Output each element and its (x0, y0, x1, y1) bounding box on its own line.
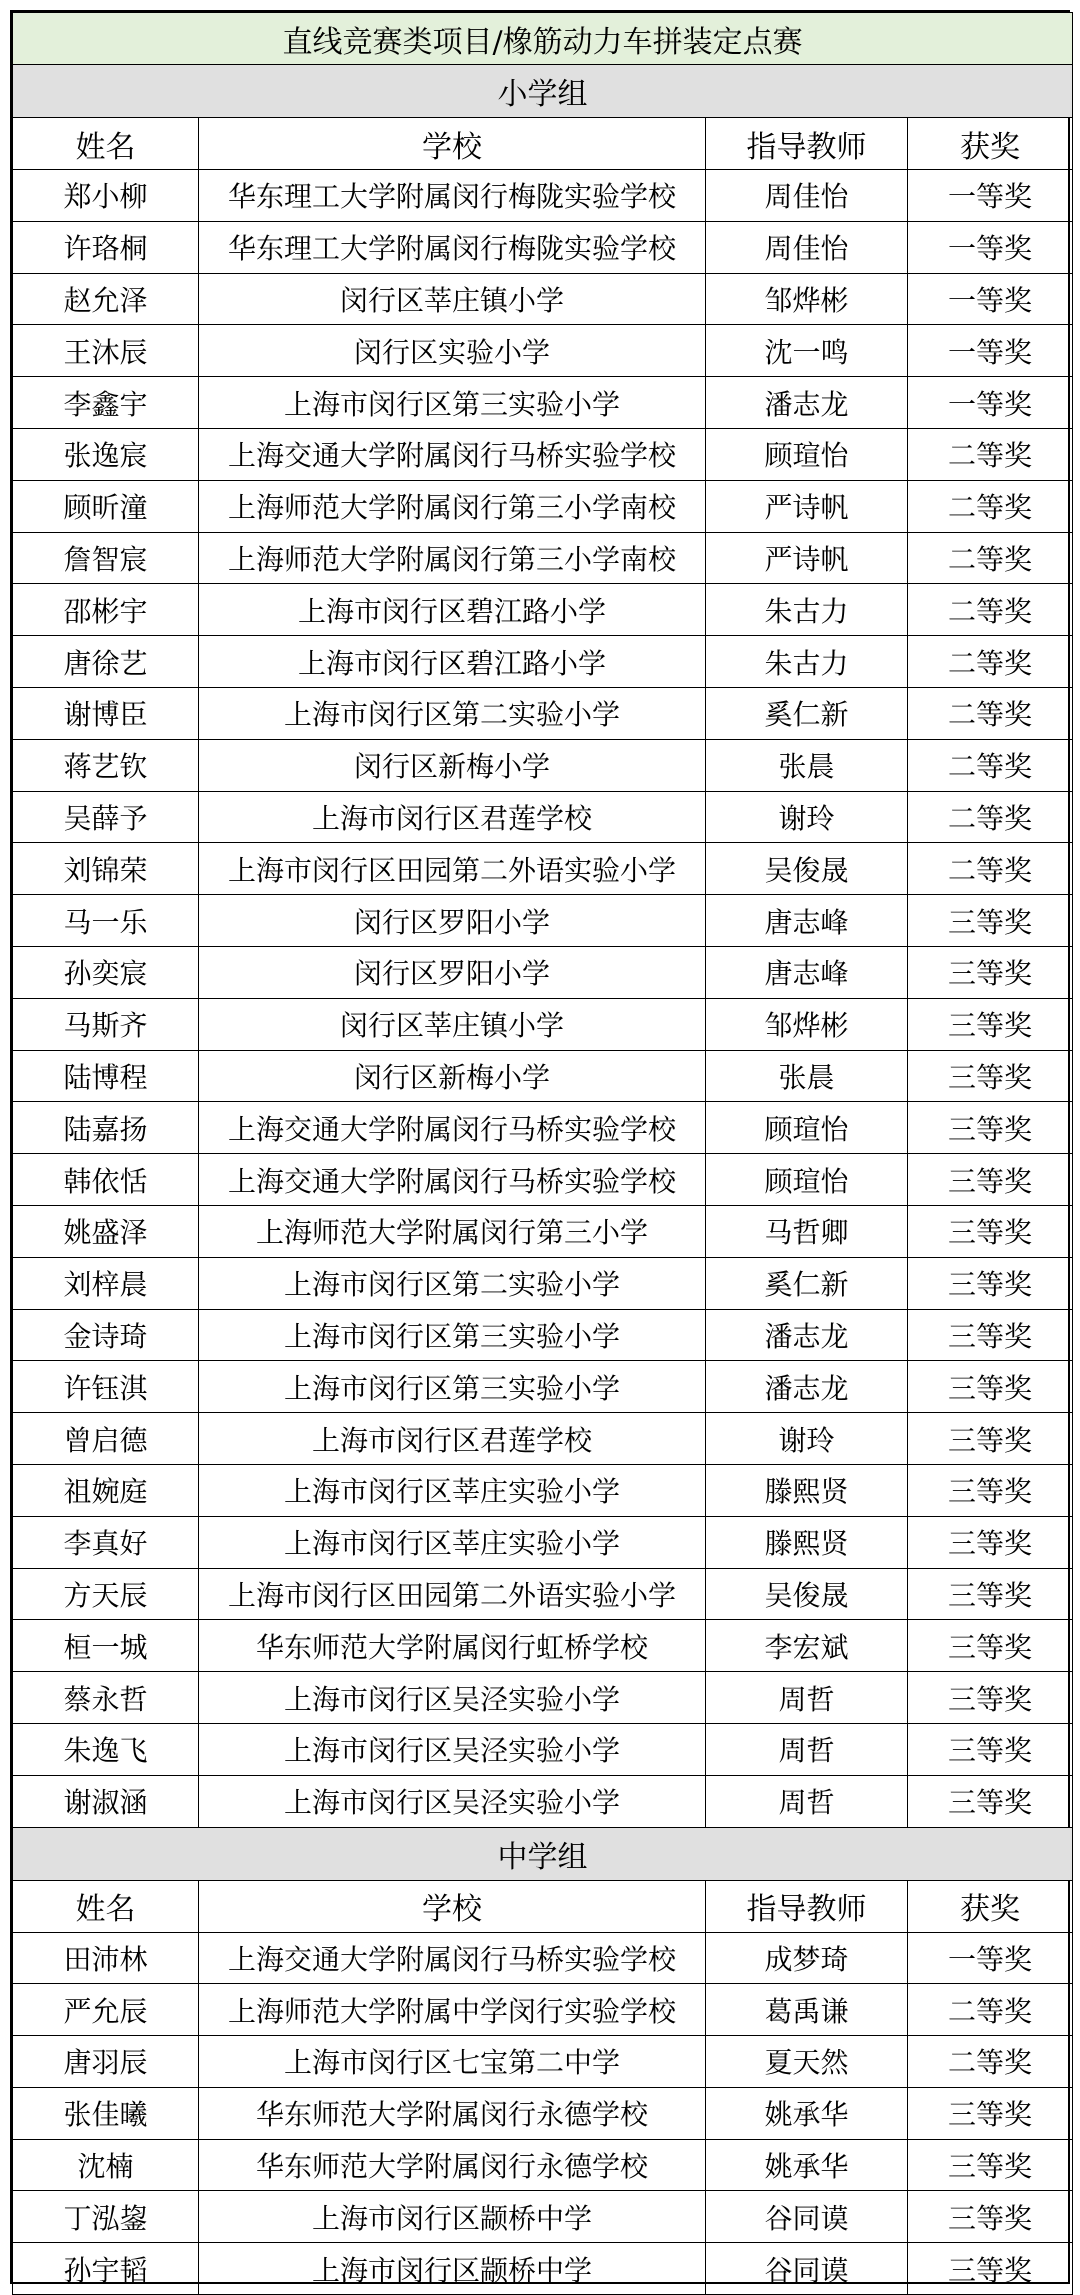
table-row (13, 636, 1073, 688)
table-row (13, 480, 1073, 532)
award-level: 二等奖 (908, 2036, 1073, 2088)
table-row (13, 532, 1073, 584)
award-level: 二等奖 (908, 687, 1073, 739)
table-row (13, 2036, 1073, 2088)
school-name: 上海师范大学附属闵行第三小学南校 (199, 480, 706, 532)
student-name: 张佳曦 (13, 2087, 199, 2139)
teacher-name: 潘志龙 (706, 377, 908, 429)
award-level: 二等奖 (908, 636, 1073, 688)
award-level: 三等奖 (908, 895, 1073, 947)
student-name: 刘梓晨 (13, 1257, 199, 1309)
award-level: 三等奖 (908, 1413, 1073, 1465)
teacher-name: 谢玲 (706, 1413, 908, 1465)
award-level: 三等奖 (908, 1568, 1073, 1620)
table-row (13, 946, 1073, 998)
award-level: 二等奖 (908, 428, 1073, 480)
award-sheet (10, 10, 1070, 2287)
award-level: 二等奖 (908, 739, 1073, 791)
table-row (13, 273, 1073, 325)
student-name: 张逸宸 (13, 428, 199, 480)
school-name: 闵行区莘庄镇小学 (199, 273, 706, 325)
award-level: 三等奖 (908, 1050, 1073, 1102)
award-level: 三等奖 (908, 1361, 1073, 1413)
table-row (13, 791, 1073, 843)
school-name: 上海市闵行区君莲学校 (199, 1413, 706, 1465)
student-name: 祖婉庭 (13, 1464, 199, 1516)
table-row (13, 584, 1073, 636)
group-label: 中学组 (13, 1827, 1073, 1880)
teacher-name: 顾瑄怡 (706, 428, 908, 480)
award-level: 三等奖 (908, 2139, 1073, 2191)
school-name: 上海交通大学附属闵行马桥实验学校 (199, 1154, 706, 1206)
student-name: 方天辰 (13, 1568, 199, 1620)
award-level: 二等奖 (908, 480, 1073, 532)
teacher-name: 顾瑄怡 (706, 1154, 908, 1206)
table-row (13, 1620, 1073, 1672)
student-name: 马斯齐 (13, 998, 199, 1050)
award-level: 三等奖 (908, 1464, 1073, 1516)
school-name: 华东理工大学附属闵行梅陇实验学校 (199, 170, 706, 222)
column-header-school: 学校 (199, 118, 706, 170)
table-row (13, 843, 1073, 895)
teacher-name: 奚仁新 (706, 1257, 908, 1309)
award-level: 三等奖 (908, 946, 1073, 998)
teacher-name: 周哲 (706, 1775, 908, 1827)
table-row (13, 2139, 1073, 2191)
student-name: 李真好 (13, 1516, 199, 1568)
teacher-name: 沈一鸣 (706, 325, 908, 377)
student-name: 刘锦荣 (13, 843, 199, 895)
teacher-name: 朱古力 (706, 636, 908, 688)
teacher-name: 邹烨彬 (706, 998, 908, 1050)
table-row (13, 998, 1073, 1050)
school-name: 闵行区罗阳小学 (199, 895, 706, 947)
award-level: 一等奖 (908, 273, 1073, 325)
group-row-primary (13, 65, 1073, 118)
teacher-name: 葛禹谦 (706, 1984, 908, 2036)
teacher-name: 周哲 (706, 1672, 908, 1724)
school-name: 上海市闵行区碧江路小学 (199, 584, 706, 636)
table-row (13, 2243, 1073, 2295)
school-name: 上海市闵行区第三实验小学 (199, 377, 706, 429)
student-name: 蒋艺钦 (13, 739, 199, 791)
student-name: 丁泓鋆 (13, 2191, 199, 2243)
student-name: 詹智宸 (13, 532, 199, 584)
student-name: 沈楠 (13, 2139, 199, 2191)
teacher-name: 邹烨彬 (706, 273, 908, 325)
teacher-name: 姚承华 (706, 2087, 908, 2139)
school-name: 闵行区罗阳小学 (199, 946, 706, 998)
column-header-teacher: 指导教师 (706, 118, 908, 170)
school-name: 上海市闵行区莘庄实验小学 (199, 1464, 706, 1516)
table-row (13, 1413, 1073, 1465)
table-row (13, 1309, 1073, 1361)
school-name: 上海市闵行区第三实验小学 (199, 1309, 706, 1361)
school-name: 上海市闵行区莘庄实验小学 (199, 1516, 706, 1568)
school-name: 上海市闵行区君莲学校 (199, 791, 706, 843)
table-row (13, 1102, 1073, 1154)
school-name: 上海交通大学附属闵行马桥实验学校 (199, 428, 706, 480)
table-row (13, 2191, 1073, 2243)
student-name: 陆博程 (13, 1050, 199, 1102)
table-row (13, 739, 1073, 791)
header-row (13, 118, 1073, 170)
student-name: 赵允泽 (13, 273, 199, 325)
table-row (13, 1257, 1073, 1309)
teacher-name: 张晨 (706, 739, 908, 791)
student-name: 唐徐艺 (13, 636, 199, 688)
student-name: 桓一城 (13, 1620, 199, 1672)
school-name: 上海市闵行区第二实验小学 (199, 1257, 706, 1309)
student-name: 邵彬宇 (13, 584, 199, 636)
teacher-name: 成梦琦 (706, 1932, 908, 1984)
table-row (13, 1154, 1073, 1206)
table-row (13, 1361, 1073, 1413)
teacher-name: 谷同谟 (706, 2243, 908, 2295)
group-row-secondary (13, 1827, 1073, 1880)
student-name: 孙奕宸 (13, 946, 199, 998)
column-header-teacher: 指导教师 (706, 1880, 908, 1932)
table-row (13, 1672, 1073, 1724)
school-name: 上海交通大学附属闵行马桥实验学校 (199, 1932, 706, 1984)
student-name: 严允辰 (13, 1984, 199, 2036)
student-name: 蔡永哲 (13, 1672, 199, 1724)
school-name: 华东师范大学附属闵行永德学校 (199, 2087, 706, 2139)
teacher-name: 吴俊晟 (706, 843, 908, 895)
school-name: 上海市闵行区七宝第二中学 (199, 2036, 706, 2088)
column-header-name: 姓名 (13, 118, 199, 170)
teacher-name: 唐志峰 (706, 895, 908, 947)
award-level: 三等奖 (908, 1205, 1073, 1257)
student-name: 马一乐 (13, 895, 199, 947)
award-level: 三等奖 (908, 998, 1073, 1050)
award-level: 三等奖 (908, 1516, 1073, 1568)
table-row (13, 1568, 1073, 1620)
table-row (13, 428, 1073, 480)
table-row (13, 1205, 1073, 1257)
student-name: 曾启德 (13, 1413, 199, 1465)
student-name: 韩依恬 (13, 1154, 199, 1206)
award-level: 二等奖 (908, 584, 1073, 636)
school-name: 上海市闵行区碧江路小学 (199, 636, 706, 688)
table-row (13, 1723, 1073, 1775)
school-name: 闵行区新梅小学 (199, 739, 706, 791)
teacher-name: 严诗帆 (706, 480, 908, 532)
title-row (13, 13, 1073, 65)
award-level: 二等奖 (908, 1984, 1073, 2036)
award-level: 三等奖 (908, 1672, 1073, 1724)
school-name: 闵行区莘庄镇小学 (199, 998, 706, 1050)
student-name: 顾昕潼 (13, 480, 199, 532)
award-level: 三等奖 (908, 1775, 1073, 1827)
school-name: 上海师范大学附属闵行第三小学南校 (199, 532, 706, 584)
teacher-name: 奚仁新 (706, 687, 908, 739)
school-name: 上海市闵行区颛桥中学 (199, 2191, 706, 2243)
header-row (13, 1880, 1073, 1932)
school-name: 上海市闵行区吴泾实验小学 (199, 1775, 706, 1827)
teacher-name: 潘志龙 (706, 1361, 908, 1413)
award-level: 一等奖 (908, 170, 1073, 222)
student-name: 李鑫宇 (13, 377, 199, 429)
table-row (13, 895, 1073, 947)
school-name: 上海市闵行区第三实验小学 (199, 1361, 706, 1413)
student-name: 吴薛予 (13, 791, 199, 843)
student-name: 朱逸飞 (13, 1723, 199, 1775)
school-name: 闵行区新梅小学 (199, 1050, 706, 1102)
teacher-name: 谢玲 (706, 791, 908, 843)
teacher-name: 周佳怡 (706, 170, 908, 222)
table-row (13, 1984, 1073, 2036)
teacher-name: 李宏斌 (706, 1620, 908, 1672)
award-level: 三等奖 (908, 1723, 1073, 1775)
table-row (13, 1775, 1073, 1827)
teacher-name: 潘志龙 (706, 1309, 908, 1361)
table-row (13, 170, 1073, 222)
teacher-name: 夏天然 (706, 2036, 908, 2088)
teacher-name: 马哲卿 (706, 1205, 908, 1257)
school-name: 上海市闵行区田园第二外语实验小学 (199, 1568, 706, 1620)
award-level: 三等奖 (908, 1257, 1073, 1309)
column-header-award: 获奖 (908, 1880, 1073, 1932)
teacher-name: 谷同谟 (706, 2191, 908, 2243)
award-level: 三等奖 (908, 1102, 1073, 1154)
group-label: 小学组 (13, 65, 1073, 118)
column-header-award: 获奖 (908, 118, 1073, 170)
award-level: 三等奖 (908, 1620, 1073, 1672)
student-name: 田沛林 (13, 1932, 199, 1984)
teacher-name: 姚承华 (706, 2139, 908, 2191)
award-level: 一等奖 (908, 325, 1073, 377)
school-name: 上海市闵行区吴泾实验小学 (199, 1723, 706, 1775)
teacher-name: 唐志峰 (706, 946, 908, 998)
table-row (13, 1050, 1073, 1102)
award-level: 一等奖 (908, 1932, 1073, 1984)
student-name: 谢博臣 (13, 687, 199, 739)
student-name: 王沐辰 (13, 325, 199, 377)
award-level: 三等奖 (908, 1309, 1073, 1361)
table-row (13, 687, 1073, 739)
student-name: 许钰淇 (13, 1361, 199, 1413)
teacher-name: 吴俊晟 (706, 1568, 908, 1620)
table-row (13, 1932, 1073, 1984)
table-row (13, 2087, 1073, 2139)
student-name: 唐羽辰 (13, 2036, 199, 2088)
table-row (13, 1516, 1073, 1568)
table-row (13, 377, 1073, 429)
school-name: 上海市闵行区颛桥中学 (199, 2243, 706, 2295)
award-level: 三等奖 (908, 1154, 1073, 1206)
teacher-name: 张晨 (706, 1050, 908, 1102)
award-table (12, 12, 1073, 2295)
column-header-name: 姓名 (13, 1880, 199, 1932)
teacher-name: 周佳怡 (706, 221, 908, 273)
table-row (13, 221, 1073, 273)
school-name: 上海市闵行区吴泾实验小学 (199, 1672, 706, 1724)
school-name: 上海交通大学附属闵行马桥实验学校 (199, 1102, 706, 1154)
table-row (13, 1464, 1073, 1516)
award-level: 一等奖 (908, 221, 1073, 273)
teacher-name: 严诗帆 (706, 532, 908, 584)
award-level: 三等奖 (908, 2087, 1073, 2139)
column-header-school: 学校 (199, 1880, 706, 1932)
school-name: 华东理工大学附属闵行梅陇实验学校 (199, 221, 706, 273)
teacher-name: 朱古力 (706, 584, 908, 636)
student-name: 郑小柳 (13, 170, 199, 222)
award-level: 三等奖 (908, 2191, 1073, 2243)
school-name: 上海师范大学附属闵行第三小学 (199, 1205, 706, 1257)
award-level: 二等奖 (908, 791, 1073, 843)
teacher-name: 顾瑄怡 (706, 1102, 908, 1154)
student-name: 许珞桐 (13, 221, 199, 273)
school-name: 华东师范大学附属闵行永德学校 (199, 2139, 706, 2191)
school-name: 上海市闵行区第二实验小学 (199, 687, 706, 739)
school-name: 闵行区实验小学 (199, 325, 706, 377)
award-level: 一等奖 (908, 377, 1073, 429)
student-name: 姚盛泽 (13, 1205, 199, 1257)
award-level: 三等奖 (908, 2243, 1073, 2295)
student-name: 金诗琦 (13, 1309, 199, 1361)
school-name: 华东师范大学附属闵行虹桥学校 (199, 1620, 706, 1672)
award-level: 二等奖 (908, 843, 1073, 895)
teacher-name: 滕熙贤 (706, 1464, 908, 1516)
page-title: 直线竞赛类项目/橡筋动力车拼装定点赛 (13, 13, 1073, 65)
school-name: 上海市闵行区田园第二外语实验小学 (199, 843, 706, 895)
student-name: 陆嘉扬 (13, 1102, 199, 1154)
student-name: 孙宇韬 (13, 2243, 199, 2295)
table-row (13, 325, 1073, 377)
student-name: 谢淑涵 (13, 1775, 199, 1827)
teacher-name: 周哲 (706, 1723, 908, 1775)
award-level: 二等奖 (908, 532, 1073, 584)
teacher-name: 滕熙贤 (706, 1516, 908, 1568)
school-name: 上海师范大学附属中学闵行实验学校 (199, 1984, 706, 2036)
